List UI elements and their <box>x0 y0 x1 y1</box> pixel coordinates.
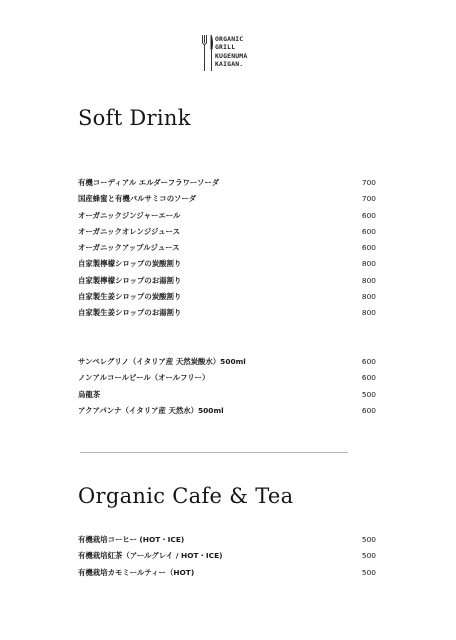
menu-item <box>78 289 378 305</box>
restaurant-logo <box>201 33 257 75</box>
menu-item-name: オーガニックジンジャーエール <box>78 210 181 220</box>
menu-item-price: 800 <box>361 292 376 302</box>
menu-item-name: 自家製檸檬シロップの炭酸割り <box>78 259 182 269</box>
menu-item-name: オーガニックアップルジュース <box>78 243 180 253</box>
menu-item-price: 800 <box>361 259 376 269</box>
menu-item <box>78 191 378 207</box>
menu-item-name: サンペレグリノ（イタリア産 天然炭酸水）500ml <box>78 357 246 366</box>
water-and-others-list <box>78 354 378 419</box>
section-title-soft-drink: Soft Drink <box>78 106 191 130</box>
menu-item <box>78 240 378 256</box>
menu-item-name: 有機コーディアル エルダーフラワーソーダ <box>78 178 220 187</box>
menu-item-price: 500 <box>361 551 376 561</box>
menu-item <box>78 532 378 548</box>
menu-item-price: 600 <box>361 405 376 415</box>
menu-item-name: ノンアルコールビール（オールフリー） <box>78 373 210 383</box>
menu-item <box>78 565 378 581</box>
menu-item-price: 600 <box>361 357 376 366</box>
logo-line: KUGENUMA <box>215 51 248 60</box>
menu-item-name: オーガニックオレンジジュース <box>78 226 180 236</box>
menu-item-name: アクアパンナ（イタリア産 天然水）500ml <box>78 405 224 415</box>
menu-item-name: 有機栽培コーヒー (HOT・ICE) <box>78 535 185 544</box>
menu-item-name: 国産蜂蜜と有機バルサミコのソーダ <box>78 194 197 204</box>
menu-item-name: 自家製生姜シロップのお湯割り <box>78 308 182 318</box>
section-divider <box>80 452 348 453</box>
soft-drink-list <box>78 175 378 322</box>
section-title-cafe-tea: Organic Cafe & Tea <box>78 484 294 508</box>
logo-wordmark <box>215 35 247 69</box>
menu-item <box>78 370 378 386</box>
menu-item <box>78 273 378 289</box>
menu-item-price: 500 <box>361 567 376 577</box>
menu-item-price: 700 <box>361 178 376 187</box>
logo-line: KAIGAN. <box>215 60 244 69</box>
menu-item-price: 600 <box>361 210 376 220</box>
menu-item-price: 600 <box>361 373 376 383</box>
menu-item <box>78 354 378 370</box>
menu-item <box>78 224 378 240</box>
cafe-tea-list <box>78 532 378 581</box>
menu-item-name: 有機栽培紅茶（アールグレイ / HOT・ICE) <box>78 551 223 561</box>
menu-item-name: 烏龍茶 <box>78 389 101 399</box>
menu-item-price: 700 <box>361 194 376 204</box>
logo-line: ORGANIC <box>215 35 244 43</box>
menu-item <box>78 208 378 224</box>
logo-line: GRILL <box>215 43 236 52</box>
menu-item <box>78 175 378 191</box>
menu-item-name: 自家製生姜シロップの炭酸割り <box>78 292 182 302</box>
menu-item <box>78 305 378 321</box>
menu-item <box>78 548 378 564</box>
menu-item-price: 600 <box>361 226 376 236</box>
fork-knife-icon <box>201 33 215 73</box>
menu-item-price: 800 <box>361 308 376 318</box>
menu-item-price: 500 <box>361 535 376 544</box>
menu-item <box>78 256 378 272</box>
menu-item-price: 600 <box>361 243 376 253</box>
menu-item-name: 自家製檸檬シロップのお湯割り <box>78 275 182 285</box>
menu-item-price: 500 <box>361 389 376 399</box>
menu-item <box>78 403 378 419</box>
menu-item-name: 有機栽培カモミールティー（HOT) <box>78 567 195 577</box>
menu-item-price: 800 <box>361 275 376 285</box>
menu-item <box>78 387 378 403</box>
